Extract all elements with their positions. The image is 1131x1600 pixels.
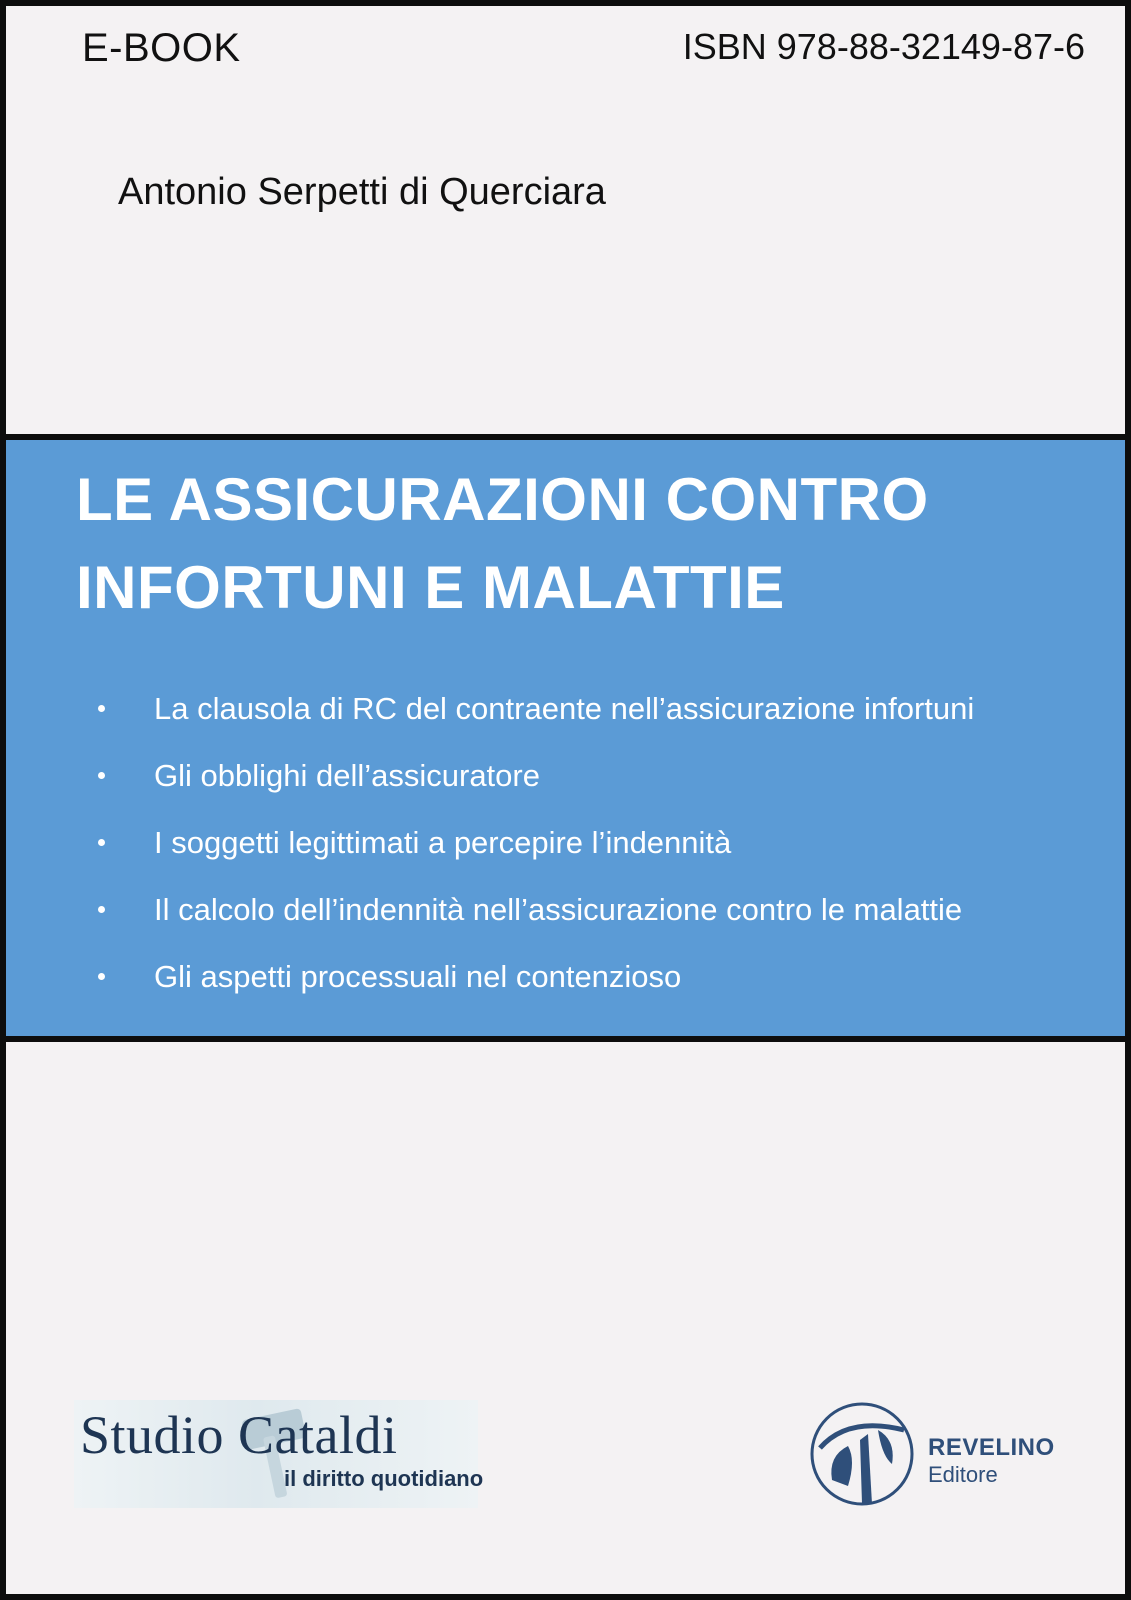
topic-text: Il calcolo dell’indennità nell’assicurazione contro le malattie [154,892,963,927]
revelino-subtitle: Editore [928,1462,998,1487]
revelino-name: REVELINO [928,1434,1055,1461]
topic-text: La clausola di RC del contraente nell’assicurazione infortuni [154,691,975,726]
studio-cataldi-logo [74,1400,484,1508]
topic-text: I soggetti legittimati a percepire l’indennità [154,825,732,860]
topic-text: Gli obblighi dell’assicuratore [154,758,540,793]
studio-cataldi-tagline: il diritto quotidiano [284,1466,484,1491]
bullet-icon [98,705,105,712]
bullet-icon [98,772,105,779]
bullet-icon [98,906,105,913]
bullet-icon [98,973,105,980]
book-title-line-2: INFORTUNI E MALATTIE [76,554,785,621]
isbn-text: ISBN 978-88-32149-87-6 [682,26,1085,67]
author-name: Antonio Serpetti di Querciara [118,171,606,213]
topic-text: Gli aspetti processuali nel contenzioso [154,959,682,994]
book-title-line-1: LE ASSICURAZIONI CONTRO [76,466,929,533]
format-label: E-BOOK [82,26,241,70]
book-title [76,456,1076,632]
cover-top-panel [0,0,1131,440]
studio-cataldi-name: Studio Cataldi [80,1405,398,1465]
cover-bottom-panel [0,1036,1131,1600]
bullet-icon [98,839,105,846]
revelino-emblem-icon [808,1400,916,1508]
revelino-logo [808,1400,1088,1508]
